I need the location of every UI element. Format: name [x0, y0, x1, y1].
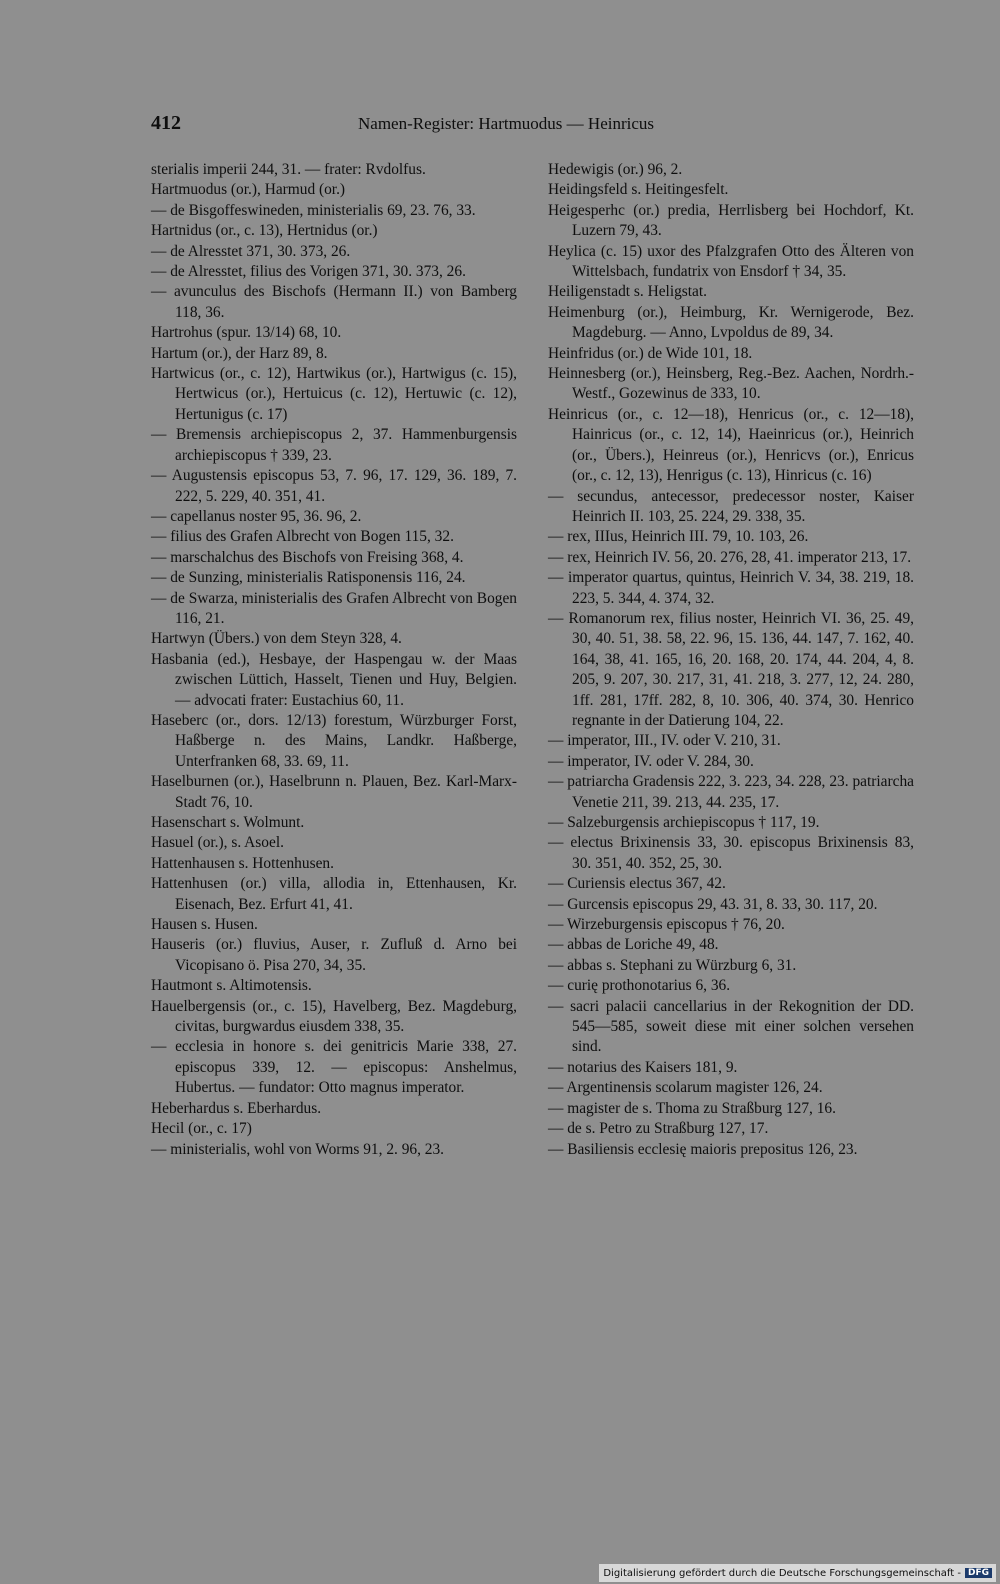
index-entry: — Argentinensis scolarum magister 126, 24. [548, 1079, 823, 1097]
index-entry: Hattenhusen (or.) villa, allodia in, Ettenhausen, Kr. Eisenach, Bez. Erfurt 41, 41. [151, 875, 517, 913]
footer [599, 1564, 996, 1582]
running-title: Namen-Register: Hartmuodus — Heinricus [358, 114, 655, 133]
index-entry: — Bremensis archiepiscopus 2, 37. Hammenburgensis archiepiscopus † 339, 23. [151, 426, 517, 464]
index-entry: — sacri palacii cancellarius in der Rekognition der DD. 545—585, soweit diese mit einer solchen versehen sind. [548, 997, 914, 1056]
index-entry: — abbas s. Stephani zu Würzburg 6, 31. [548, 956, 797, 974]
index-entry: Heigesperhc (or.) predia, Herrlisberg bei Hochdorf, Kt. Luzern 79, 43. [548, 201, 914, 240]
index-entry: Hasuel (or.), s. Asoel. [151, 834, 284, 852]
index-entry: — imperator, IV. oder V. 284, 30. [548, 752, 754, 770]
index-entry: — de Sunzing, ministerialis Ratisponensis 116, 24. [151, 569, 466, 587]
index-entry: — ministerialis, wohl von Worms 91, 2. 96, 23. [151, 1140, 445, 1158]
index-entry: — Salzeburgensis archiepiscopus † 117, 19. [548, 814, 820, 831]
index-entry: Heinfridus (or.) de Wide 101, 18. [548, 344, 753, 362]
index-entry: — ecclesia in honore s. dei genitricis Marie 338, 27. episcopus 339, 12. — episcopus: Anshelmus, Hubertus. — fundator: Otto magnus imperator. [151, 1038, 517, 1097]
index-entry: — Augustensis episcopus 53, 7. 96, 17. 129, 36. 189, 7. 222, 5. 229, 40. 351, 41. [151, 467, 517, 505]
index-entry: Heylica (c. 15) uxor des Pfalzgrafen Otto des Älteren von Wittelsbach, fundatrix von Ensdorf † 34, 35. [548, 242, 914, 281]
index-entry: — Gurcensis episcopus 29, 43. 31, 8. 33, 30. 117, 20. [548, 895, 878, 913]
index-entry: — de Alresstet, filius des Vorigen 371, 30. 373, 26. [151, 263, 466, 281]
index-entry: Hartum (or.), der Harz 89, 8. [151, 344, 328, 362]
index-entry: Haseberc (or., dors. 12/13) forestum, Würzburger Forst, Haßberge n. des Mains, Landkr. Haßberge, Unterfranken 68, 33. 69, 11. [151, 711, 517, 770]
index-entry: Hattenhausen s. Hottenhusen. [151, 854, 334, 872]
right-column [548, 160, 914, 1160]
index-entry: — Curiensis electus 367, 42. [548, 875, 726, 893]
page-number: 412 [151, 112, 181, 134]
index-entry: Hartwyn (Übers.) von dem Steyn 328, 4. [151, 630, 402, 648]
index-entry: — notarius des Kaisers 181, 9. [548, 1058, 738, 1076]
index-entry: Hedewigis (or.) 96, 2. [548, 161, 683, 178]
index-entry: — de Bisgoffeswineden, ministerialis 69, 23. 76, 33. [151, 201, 476, 219]
footer-credit: Digitalisierung gefördert durch die Deutsche Forschungsgemeinschaft - [603, 1567, 961, 1579]
index-entry: Heidingsfeld s. Heitingesfelt. [548, 181, 729, 199]
index-entry: — imperator quartus, quintus, Heinrich V. 34, 38. 219, 18. 223, 5. 344, 4. 374, 32. [548, 569, 914, 607]
index-entry: Heberhardus s. Eberhardus. [151, 1099, 322, 1117]
index-entry: — Romanorum rex, filius noster, Heinrich VI. 36, 25. 49, 30, 40. 51, 38. 58, 22. 96, 15. 136, 44. 147, 7. 162, 40. 164, 38, 41. 165, 16, 20. 168, 20. 174, 44. 204, 4, 8. 205, 9. 207, 30. 217, 31, 41. 218, 3. 277, 12, 24. 280, 1ff. 281, 17ff. 282, 8, 10. 306, 40. 374, 30. Henrico regnante in der Datierung 104, 22. [548, 609, 914, 729]
index-entry: — Wirzeburgensis episcopus † 76, 20. [548, 916, 785, 934]
index-entry: Hartmuodus (or.), Harmud (or.) [151, 181, 346, 199]
index-entry: — electus Brixinensis 33, 30. episcopus Brixinensis 83, 30. 351, 40. 352, 25, 30. [548, 834, 914, 872]
index-entry: sterialis imperii 244, 31. — frater: Rvdolfus. [151, 161, 426, 178]
index-entry: Heiligenstadt s. Heligstat. [548, 283, 708, 301]
index-entry: Hecil (or., c. 17) [151, 1120, 252, 1138]
index-entry: — secundus, antecessor, predecessor noster, Kaiser Heinrich II. 103, 25. 224, 29. 338, 35. [548, 487, 914, 525]
index-entry: — marschalchus des Bischofs von Freising 368, 4. [151, 548, 464, 566]
left-column [151, 160, 517, 1160]
index-entry: Hausen s. Husen. [151, 916, 258, 934]
index-entry: — abbas de Loriche 49, 48. [548, 936, 719, 954]
index-entry: — rex, Heinrich IV. 56, 20. 276, 28, 41. imperator 213, 17. [548, 548, 912, 566]
index-entry: — filius des Grafen Albrecht von Bogen 115, 32. [151, 528, 454, 546]
index-entry: Haselburnen (or.), Haselbrunn n. Plauen, Bez. Karl-Marx-Stadt 76, 10. [151, 773, 517, 811]
index-entry: — capellanus noster 95, 36. 96, 2. [151, 507, 362, 525]
index-entry: Heinnesberg (or.), Heinsberg, Reg.-Bez. Aachen, Nordrh.-Westf., Gozewinus de 333, 10. [548, 365, 914, 403]
index-entry: Hartrohus (spur. 13/14) 68, 10. [151, 324, 342, 342]
dfg-logo: DFG [965, 1568, 992, 1578]
index-entry: — patriarcha Gradensis 222, 3. 223, 34. 228, 23. patriarcha Venetie 211, 39. 213, 44. 235, 17. [548, 773, 914, 811]
index-entry: Hauseris (or.) fluvius, Auser, r. Zufluß d. Arno bei Vicopisano ö. Pisa 270, 34, 35. [151, 936, 517, 974]
index-entry: Hauelbergensis (or., c. 15), Havelberg, Bez. Magdeburg, civitas, burgwardus eiusdem 338, 35. [151, 997, 517, 1036]
index-entry: — rex, IIIus, Heinrich III. 79, 10. 103, 26. [548, 528, 809, 546]
index-entry: — imperator, III., IV. oder V. 210, 31. [548, 732, 781, 750]
index-entry: Hasenschart s. Wolmunt. [151, 814, 305, 831]
index-entry: — de Alresstet 371, 30. 373, 26. [151, 242, 351, 260]
index-entry: — magister de s. Thoma zu Straßburg 127, 16. [548, 1099, 836, 1117]
index-entry: Hautmont s. Altimotensis. [151, 977, 312, 995]
index-entry: Heimenburg (or.), Heimburg, Kr. Wernigerode, Bez. Magdeburg. — Anno, Lvpoldus de 89, 34. [548, 303, 914, 342]
index-entry: Hartnidus (or., c. 13), Hertnidus (or.) [151, 222, 378, 240]
index-entry: — curię prothonotarius 6, 36. [548, 977, 731, 995]
index-entry: Hartwicus (or., c. 12), Hartwikus (or.), Hartwigus (c. 15), Hertwicus (or.), Hertuicus (c. 12), Hertuwic (c. 12), Hertunigus (c. 17) [151, 365, 517, 423]
index-entry: — avunculus des Bischofs (Hermann II.) von Bamberg 118, 36. [151, 283, 517, 321]
index-entry: — Basiliensis ecclesię maioris prepositus 126, 23. [548, 1140, 858, 1158]
index-entry: Heinricus (or., c. 12—18), Henricus (or., c. 12—18), Hainricus (or., c. 12, 14), Haeinricus (or.), Heinrich (or., Übers.), Heinreus (or.), Henricvs (or.), Enricus (or., c. 12, 13), Henrigus (c. 13), Hinricus (c. 16) [548, 405, 914, 485]
index-entry: — de s. Petro zu Straßburg 127, 17. [548, 1120, 769, 1138]
index-entry: — de Swarza, ministerialis des Grafen Albrecht von Bogen 116, 21. [151, 589, 517, 627]
index-entry: Hasbania (ed.), Hesbaye, der Haspengau w. der Maas zwischen Lüttich, Hasselt, Tienen und Huy, Belgien. — advocati frater: Eustachius 60, 11. [151, 650, 517, 709]
